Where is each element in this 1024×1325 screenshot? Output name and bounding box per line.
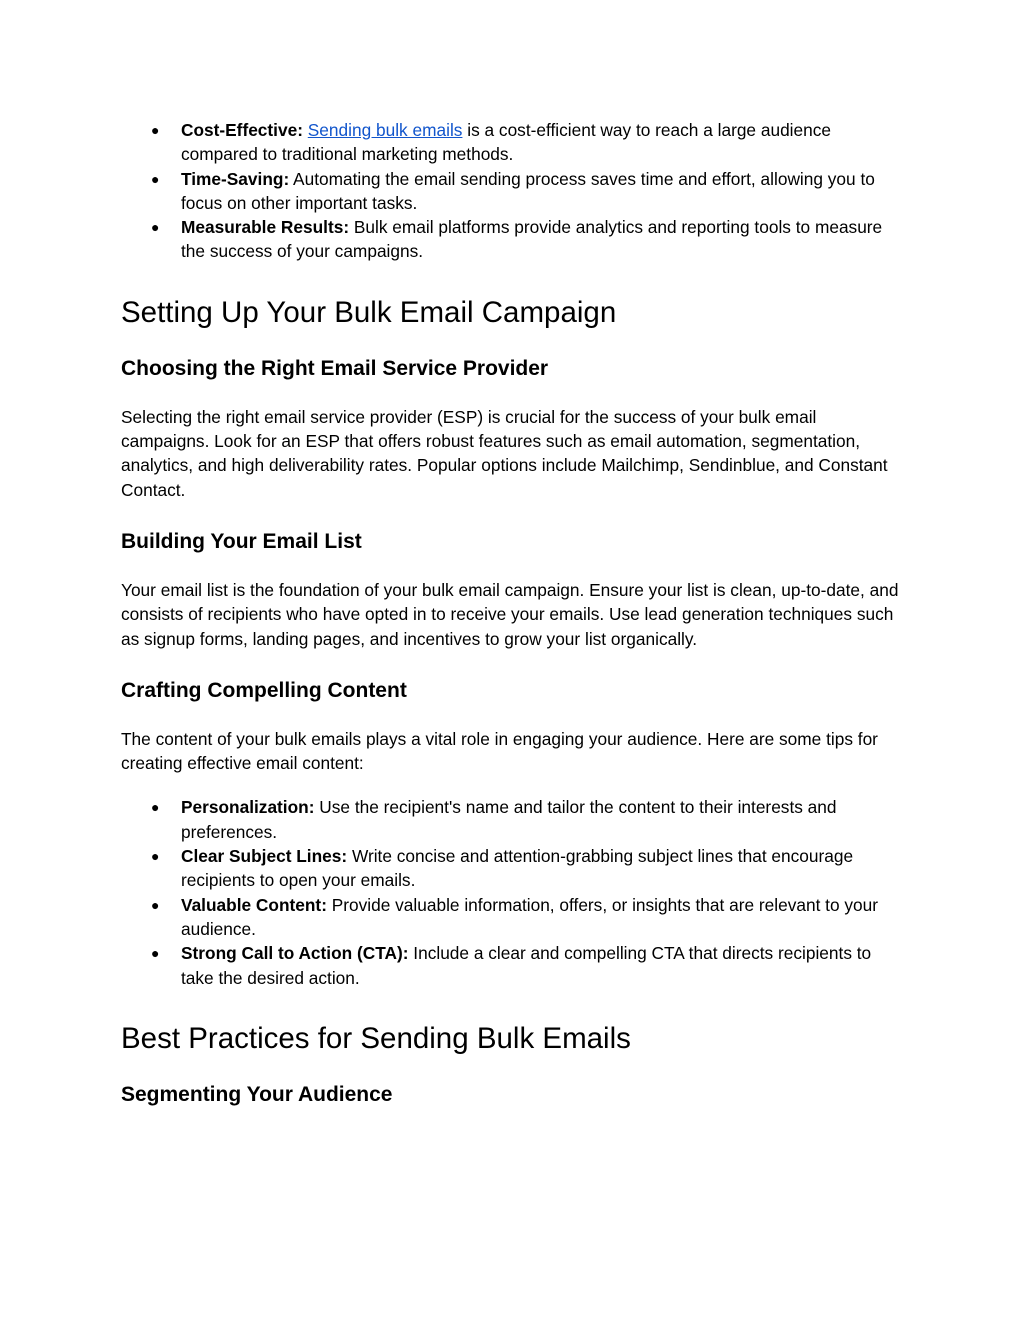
content-heading: Crafting Compelling Content [121,678,407,702]
bullet-icon: ● [151,896,160,913]
list-item [121,167,904,216]
bullet-icon: ● [151,799,160,816]
bullet-text: Write concise and attention-grabbing subject lines that encourage recipients to open your emails. [181,846,854,891]
bullet-text: Include a clear and compelling CTA that directs recipients to take the desired action. [181,943,872,988]
bullet-icon: ● [151,122,160,138]
content-tips-list [121,795,904,989]
content-paragraph: The content of your bulk emails plays a vital role in engaging your audience. Here are some tips for creating effective email content: [121,728,878,774]
bullet-label: Valuable Content: [181,894,327,915]
bullet-text: Use the recipient's name and tailor the content to their interests and preferences. [181,797,837,842]
bullet-icon: ● [151,848,160,865]
email-list-paragraph: Your email list is the foundation of your bulk email campaign. Ensure your list is clean, up-to-date, and consists of recipients who have opted in to receive your emails. Use lead generation techniques such as signup forms, landing pages, and incentives to grow your list organically. [121,579,899,649]
bullet-icon: ● [151,170,160,187]
bullet-label: Cost-Effective: [181,120,303,140]
bullet-icon: ● [151,945,160,962]
best-practices-heading: Best Practices for Sending Bulk Emails [121,1021,631,1055]
bullet-text: Automating the email sending process saves time and effort, allowing you to focus on other important tasks. [181,168,875,213]
sending-bulk-emails-link[interactable]: Sending bulk emails [307,120,463,140]
list-item [121,844,904,893]
bullet-label: Clear Subject Lines: [181,846,348,867]
list-item [121,893,904,942]
setup-heading: Setting Up Your Bulk Email Campaign [121,295,617,329]
segmenting-heading: Segmenting Your Audience [121,1082,393,1106]
list-item [121,118,904,167]
bullet-label: Personalization: [181,797,315,818]
benefits-list [121,118,904,264]
esp-paragraph: Selecting the right email service provider (ESP) is crucial for the success of your bulk email campaigns. Look for an ESP that offers robust features such as email automation, segmentation, analytics, and high deliverability rates. Popular options include Mailchimp, Sendinblue, and Constant Contact. [121,406,888,500]
email-list-heading: Building Your Email List [121,529,362,553]
bullet-text: Bulk email platforms provide analytics and reporting tools to measure the success of your campaigns. [181,217,883,262]
bullet-icon: ● [151,219,160,236]
bullet-text: is a cost-efficient way to reach a large audience compared to traditional marketing methods. [181,120,831,165]
esp-heading: Choosing the Right Email Service Provider [121,356,549,380]
list-item [121,795,904,844]
list-item [121,215,904,264]
bullet-label: Strong Call to Action (CTA): [181,943,409,964]
list-item [121,941,904,990]
bullet-label: Time-Saving: [181,168,290,189]
bullet-label: Measurable Results: [181,217,350,238]
bullet-text: Provide valuable information, offers, or insights that are relevant to your audience. [181,894,879,939]
